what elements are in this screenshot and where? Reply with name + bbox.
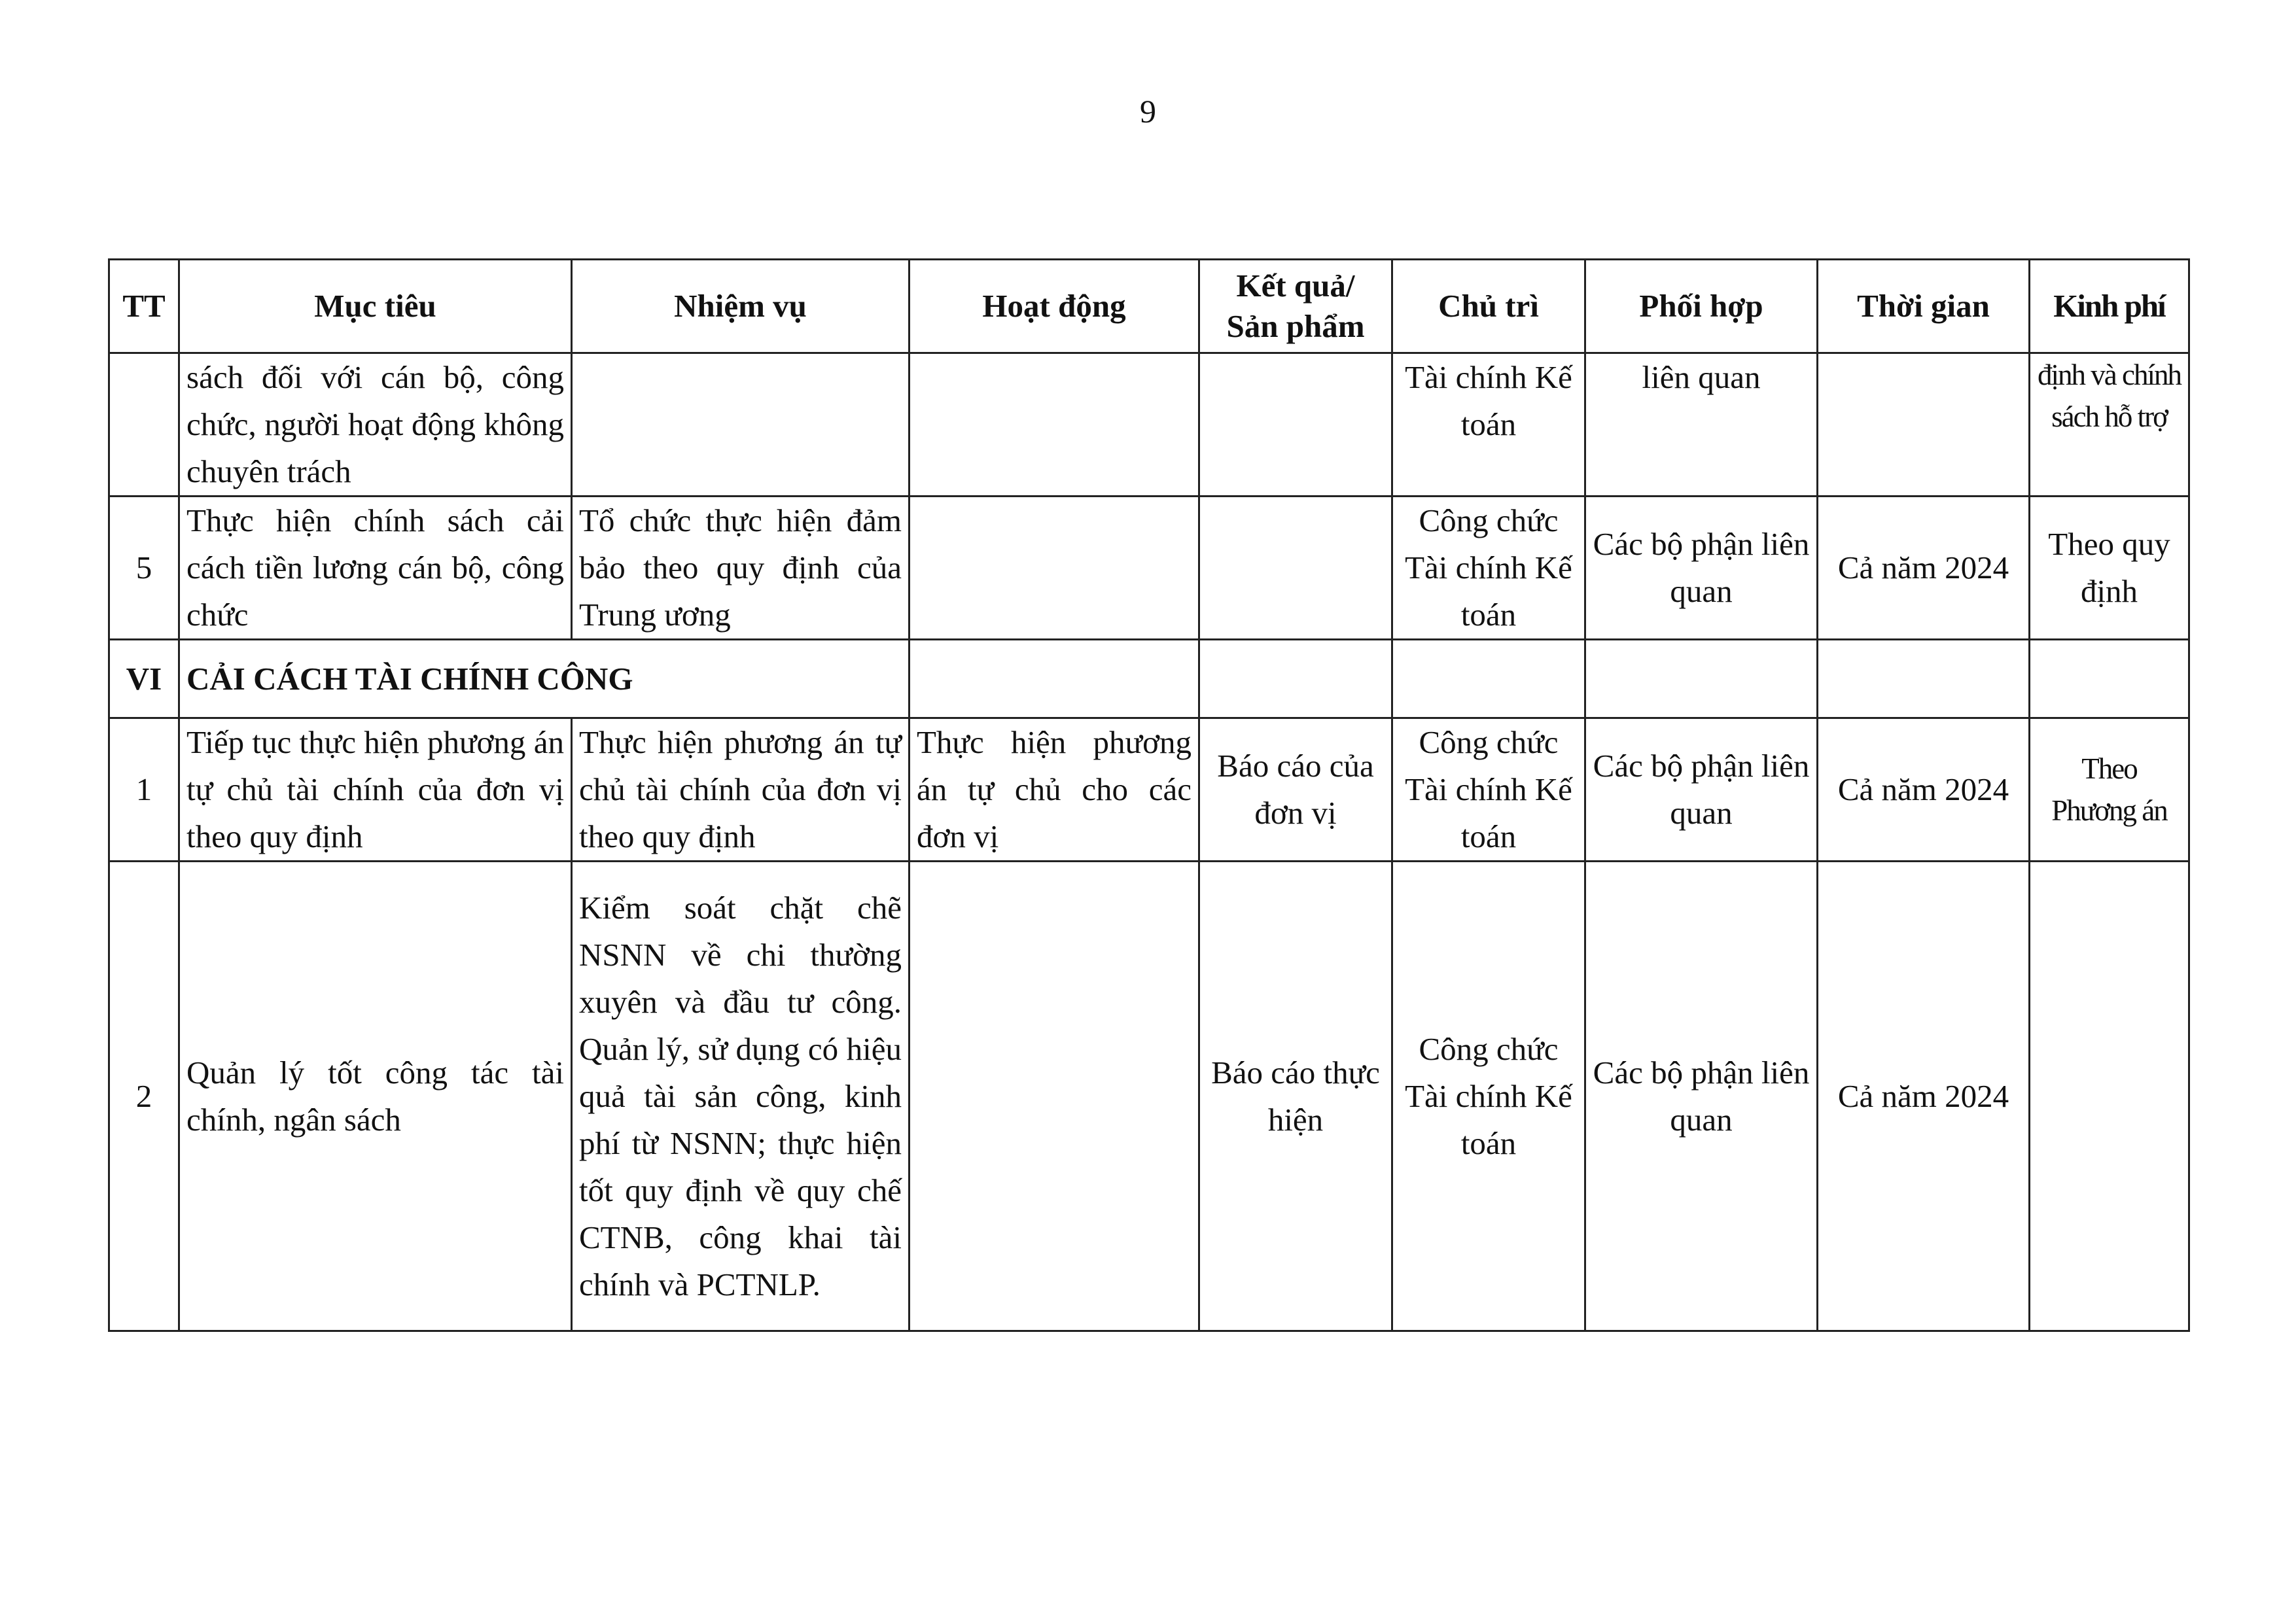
cell-empty [1392, 640, 1585, 718]
cell-phoi-hop: liên quan [1585, 353, 1818, 497]
header-kinh-phi: Kinh phí [2030, 260, 2189, 353]
cell-chu-tri: Công chức Tài chính Kế toán [1392, 497, 1585, 640]
cell-empty [1199, 640, 1392, 718]
cell-chu-tri: Tài chính Kế toán [1392, 353, 1585, 497]
cell-hoat-dong [910, 862, 1199, 1331]
cell-ket-qua [1199, 497, 1392, 640]
cell-tt [109, 353, 179, 497]
cell-thoi-gian: Cả năm 2024 [1818, 718, 2030, 862]
table-header-row [109, 260, 2189, 353]
cell-muc-tieu: Tiếp tục thực hiện phương án tự chủ tài chính của đơn vị theo quy định [179, 718, 572, 862]
cell-nhiem-vu: Thực hiện phương án tự chủ tài chính của đơn vị theo quy định [572, 718, 910, 862]
header-nhiem-vu: Nhiệm vụ [572, 260, 910, 353]
header-muc-tieu: Mục tiêu [179, 260, 572, 353]
cell-nhiem-vu [572, 353, 910, 497]
cell-kinh-phi [2030, 862, 2189, 1331]
header-hoat-dong: Hoạt động [910, 260, 1199, 353]
cell-ket-qua: Báo cáo thực hiện [1199, 862, 1392, 1331]
header-phoi-hop: Phối hợp [1585, 260, 1818, 353]
header-thoi-gian: Thời gian [1818, 260, 2030, 353]
cell-empty [910, 640, 1199, 718]
cell-hoat-dong [910, 353, 1199, 497]
section-title: CẢI CÁCH TÀI CHÍNH CÔNG [179, 640, 910, 718]
section-number: VI [109, 640, 179, 718]
cell-muc-tieu: Thực hiện chính sách cải cách tiền lương cán bộ, công chức [179, 497, 572, 640]
cell-hoat-dong [910, 497, 1199, 640]
section-row [109, 640, 2189, 718]
cell-chu-tri: Công chức Tài chính Kế toán [1392, 862, 1585, 1331]
cell-hoat-dong: Thực hiện phương án tự chủ cho các đơn vị [910, 718, 1199, 862]
cell-thoi-gian [1818, 353, 2030, 497]
cell-empty [1818, 640, 2030, 718]
header-ket-qua [1199, 260, 1392, 353]
cell-tt: 2 [109, 862, 179, 1331]
table-row [109, 497, 2189, 640]
cell-kinh-phi: Theo Phương án [2030, 718, 2189, 862]
cell-tt: 5 [109, 497, 179, 640]
cell-nhiem-vu: Tổ chức thực hiện đảm bảo theo quy định của Trung ương [572, 497, 910, 640]
table-row [109, 862, 2189, 1331]
header-chu-tri: Chủ trì [1392, 260, 1585, 353]
header-ket-qua-line2: Sản phẩm [1226, 308, 1365, 344]
cell-muc-tieu: Quản lý tốt công tác tài chính, ngân sách [179, 862, 572, 1331]
cell-ket-qua [1199, 353, 1392, 497]
table-row [109, 353, 2189, 497]
cell-muc-tieu: sách đối với cán bộ, công chức, người hoạt động không chuyên trách [179, 353, 572, 497]
page-number: 9 [1140, 93, 1156, 130]
cell-ket-qua: Báo cáo của đơn vị [1199, 718, 1392, 862]
cell-empty [1585, 640, 1818, 718]
cell-phoi-hop: Các bộ phận liên quan [1585, 862, 1818, 1331]
cell-tt: 1 [109, 718, 179, 862]
cell-nhiem-vu: Kiểm soát chặt chẽ NSNN về chi thường xuyên và đầu tư công. Quản lý, sử dụng có hiệu quả tài sản công, kinh phí từ NSNN; thực hiện tốt quy định về quy chế CTNB, công khai tài chính và PCTNLP. [572, 862, 910, 1331]
header-ket-qua-line1: Kết quả/ [1236, 268, 1355, 304]
plan-table [108, 258, 2190, 1332]
cell-chu-tri: Công chức Tài chính Kế toán [1392, 718, 1585, 862]
table-row [109, 718, 2189, 862]
cell-thoi-gian: Cả năm 2024 [1818, 497, 2030, 640]
cell-thoi-gian: Cả năm 2024 [1818, 862, 2030, 1331]
header-tt: TT [109, 260, 179, 353]
cell-kinh-phi: định và chính sách hỗ trợ [2030, 353, 2189, 497]
cell-phoi-hop: Các bộ phận liên quan [1585, 718, 1818, 862]
cell-kinh-phi: Theo quy định [2030, 497, 2189, 640]
cell-empty [2030, 640, 2189, 718]
cell-phoi-hop: Các bộ phận liên quan [1585, 497, 1818, 640]
